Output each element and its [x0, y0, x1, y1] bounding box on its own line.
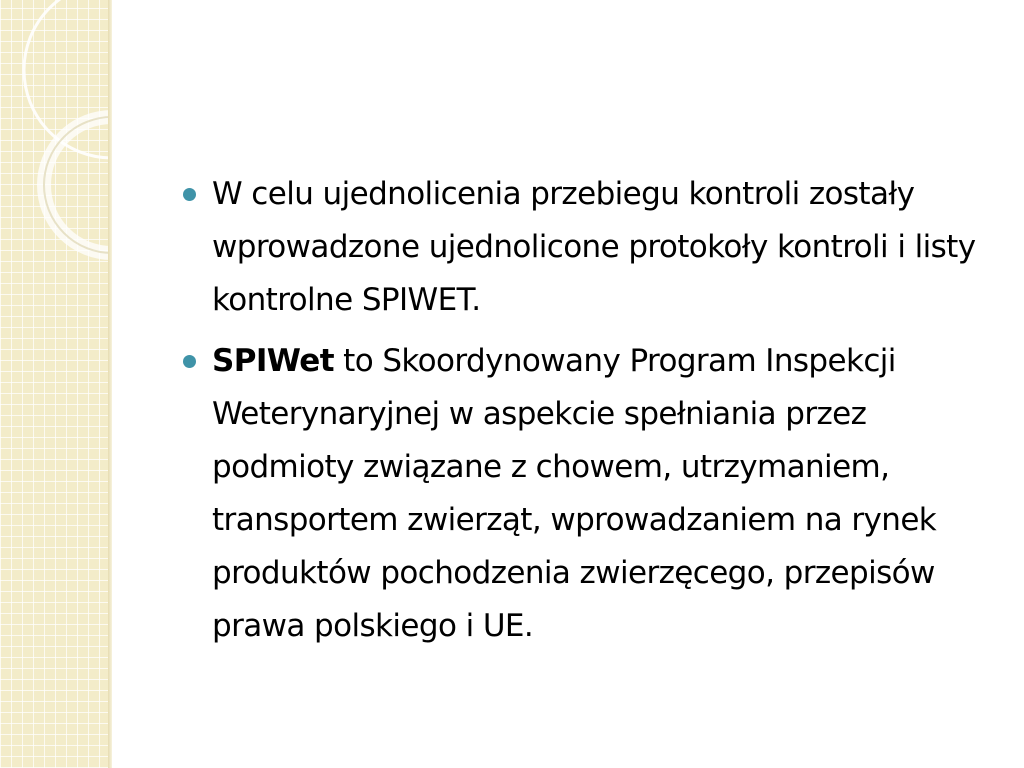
bold-term: SPIWet	[212, 343, 334, 379]
bullet-dot-icon	[183, 188, 196, 201]
bullet-item-1	[180, 168, 980, 327]
bullet-text: SPIWet to Skoordynowany Program Inspekcji Weterynaryjnej w aspekcie spełniania przez podmioty związane z chowem, utrzymaniem, transportem zwierząt, wprowadzaniem na rynek produktów pochodzenia zwierzęcego, przepisów prawa polskiego i UE.	[212, 343, 937, 644]
decorative-circles	[0, 0, 112, 768]
side-panel-edge	[108, 0, 112, 768]
slide-content	[180, 168, 980, 661]
decorative-side-panel	[0, 0, 112, 768]
bullet-dot-icon	[183, 355, 196, 368]
bullet-item-2	[180, 335, 980, 653]
bullet-text: W celu ujednolicenia przebiegu kontroli zostały wprowadzone ujednolicone protokoły kontroli i listy kontrolne SPIWET.	[212, 176, 976, 318]
